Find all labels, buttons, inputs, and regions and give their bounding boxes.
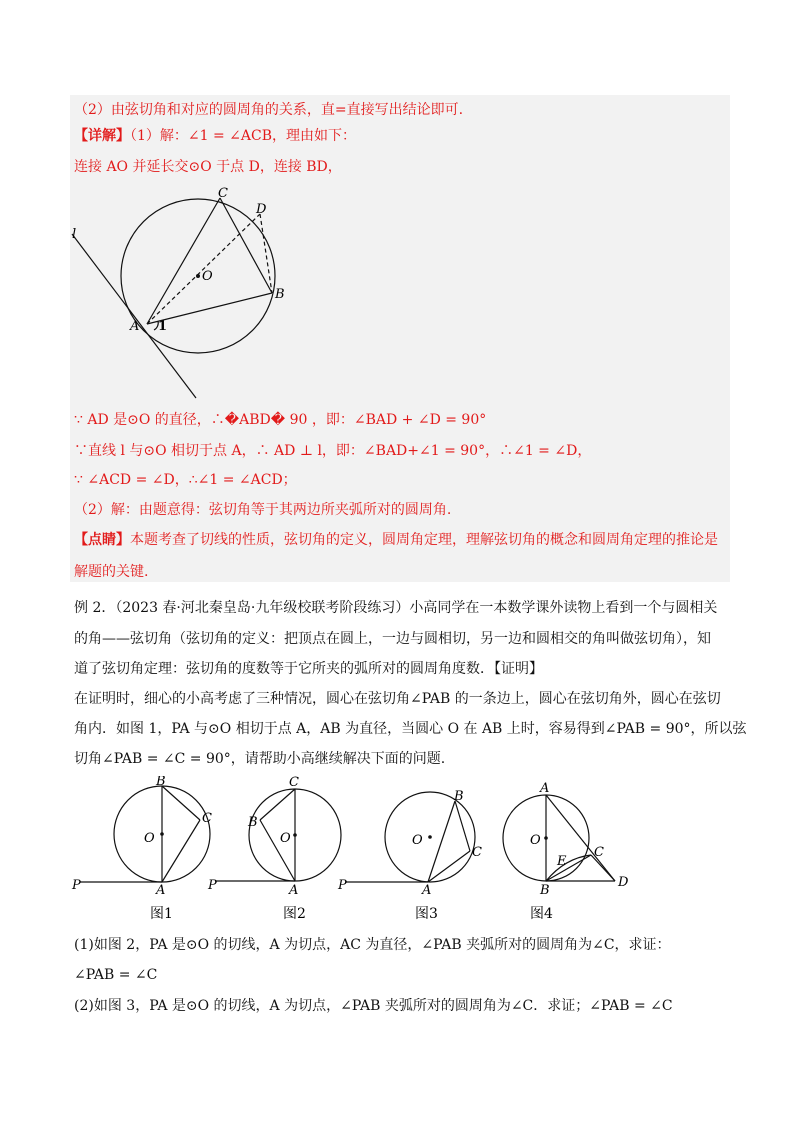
example-line-6: 切角∠PAB = ∠C = 90°，请帮助小高继续解决下面的问题.: [74, 751, 446, 767]
label-B: B: [275, 287, 285, 302]
fig3-caption: 图3: [415, 906, 438, 922]
fig3-label-P: P: [338, 878, 347, 893]
fig4-label-B: B: [540, 883, 550, 898]
label-angle-1: 1: [158, 319, 168, 334]
label-O: O: [202, 269, 213, 284]
solution-line-6: ∵ ∠ACD = ∠D，∴∠1 = ∠ACD；: [74, 472, 297, 488]
question-1-line-1: (1)如图 2，PA 是⊙O 的切线，A 为切点，AC 为直径，∠PAB 夹弧所对的圆周角为∠C，求证：: [74, 937, 671, 953]
fig4-label-C: C: [594, 845, 604, 860]
example-line-4: 在证明时，细心的小高考虑了三种情况，圆心在弦切角∠PAB 的一条边上，圆心在弦切角外，圆心在弦切: [74, 691, 721, 707]
label-D: D: [256, 202, 267, 217]
solution-line-1: （2）由弦切角和对应的圆周角的关系，直=直接写出结论即可.: [74, 102, 464, 118]
solution-line-5: ∵直线 l 与⊙O 相切于点 A，∴ AD ⊥ l，即：∠BAD+∠1 = 90°，∴∠1 = ∠D，: [74, 443, 592, 459]
label-A: A: [130, 319, 140, 334]
question-2-line-1: (2)如图 3，PA 是⊙O 的切线，A 为切点，∠PAB 夹弧所对的圆周角为∠C．求证；∠PAB = ∠C: [74, 998, 673, 1014]
fig4-label-O: O: [530, 833, 541, 848]
comment-text: 本题考查了切线的性质，弦切角的定义，圆周角定理，理解弦切角的概念和圆周角定理的推论是: [130, 532, 718, 548]
fig1-label-P: P: [72, 878, 81, 893]
question-1-line-2: ∠PAB = ∠C: [74, 967, 158, 983]
solution-line-4: ∵ AD 是⊙O 的直径，∴�ABD� 90 ，即：∠BAD + ∠D = 90°: [74, 412, 487, 428]
solution-figure: [70, 186, 288, 401]
detail-text: （1）解：∠1 = ∠ACB，理由如下：: [130, 128, 357, 144]
comment-tag: 【点睛】: [74, 532, 130, 548]
fig4-label-E: E: [557, 854, 567, 869]
example-line-5: 角内．如图 1，PA 与⊙O 相切于点 A，AB 为直径，当圆心 O 在 AB 上时，容易得到∠PAB = 90°，所以弦: [74, 721, 747, 737]
fig3-label-A: A: [422, 883, 432, 898]
solution-line-9: 解题的关键.: [74, 564, 149, 580]
fig4-caption: 图4: [530, 906, 553, 922]
solution-line-7: （2）解：由题意得：弦切角等于其两边所夹弧所对的圆周角.: [74, 502, 452, 518]
label-l: l: [72, 227, 77, 242]
fig2-label-P: P: [208, 878, 217, 893]
detail-tag: 【详解】: [74, 128, 130, 144]
fig2-label-B: B: [248, 815, 258, 830]
solution-line-3: 连接 AO 并延长交⊙O 于点 D，连接 BD，: [74, 159, 342, 175]
fig1-label-B: B: [156, 776, 166, 789]
fig3-label-B: B: [454, 789, 464, 804]
example-line-2: 的角——弦切角（弦切角的定义：把顶点在圆上，一边与圆相切，另一边和圆相交的角叫做弦切角），知: [74, 631, 711, 647]
fig2-caption: 图2: [283, 906, 306, 922]
example-line-1: 例 2．（2023 春·河北秦皇岛·九年级校联考阶段练习）小高同学在一本数学课外读物上看到一个与圆相关: [74, 600, 718, 616]
fig1-label-A: A: [156, 883, 166, 898]
fig1-label-C: C: [202, 811, 212, 826]
solution-line-2: [74, 126, 356, 146]
fig2-label-C: C: [289, 776, 299, 790]
figures-row: [70, 776, 650, 928]
fig2-label-O: O: [280, 831, 291, 846]
fig1-label-O: O: [144, 831, 155, 846]
fig3-label-O: O: [412, 833, 423, 848]
fig3-label-C: C: [472, 845, 482, 860]
example-line-3: 道了弦切角定理：弦切角的度数等于它所夹的弧所对的圆周角度数．【证明】: [74, 661, 543, 677]
label-C: C: [218, 186, 228, 201]
fig4-label-A: A: [540, 781, 550, 796]
fig4-label-D: D: [618, 875, 629, 890]
fig2-label-A: A: [289, 883, 299, 898]
fig1-caption: 图1: [150, 906, 173, 922]
solution-line-8: [74, 530, 718, 550]
